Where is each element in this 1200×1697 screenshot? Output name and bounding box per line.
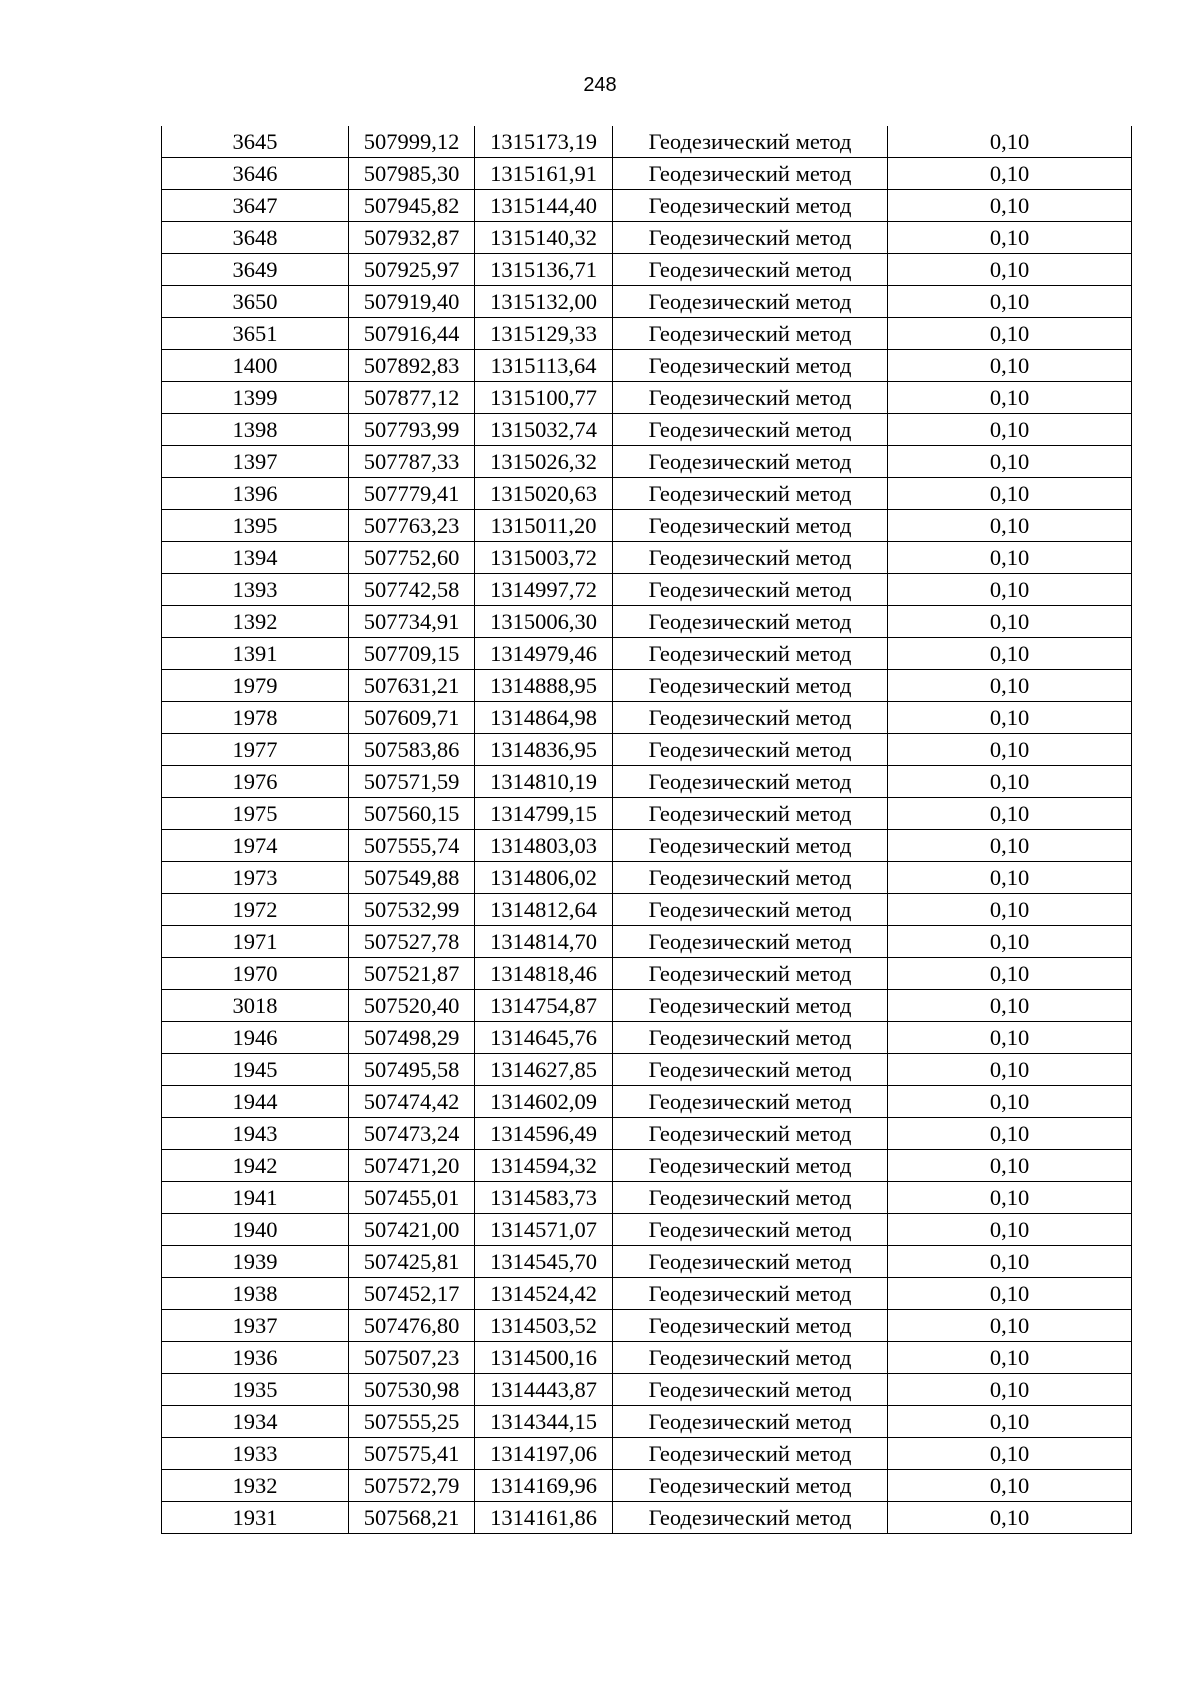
x-coordinate-cell: 507985,30 (349, 158, 475, 190)
accuracy-cell: 0,10 (888, 1438, 1132, 1470)
method-cell: Геодезический метод (613, 350, 888, 382)
method-cell: Геодезический метод (613, 542, 888, 574)
point-number-cell: 1942 (162, 1150, 349, 1182)
x-coordinate-cell: 507549,88 (349, 862, 475, 894)
table-row (162, 1214, 1132, 1246)
point-number-cell: 1973 (162, 862, 349, 894)
y-coordinate-cell: 1314812,64 (475, 894, 613, 926)
y-coordinate-cell: 1314818,46 (475, 958, 613, 990)
accuracy-cell: 0,10 (888, 638, 1132, 670)
method-cell: Геодезический метод (613, 478, 888, 510)
point-number-cell: 1394 (162, 542, 349, 574)
y-coordinate-cell: 1314594,32 (475, 1150, 613, 1182)
point-number-cell: 1941 (162, 1182, 349, 1214)
accuracy-cell: 0,10 (888, 670, 1132, 702)
x-coordinate-cell: 507787,33 (349, 446, 475, 478)
table-row (162, 190, 1132, 222)
accuracy-cell: 0,10 (888, 350, 1132, 382)
y-coordinate-cell: 1314864,98 (475, 702, 613, 734)
x-coordinate-cell: 507425,81 (349, 1246, 475, 1278)
accuracy-cell: 0,10 (888, 894, 1132, 926)
table-row (162, 158, 1132, 190)
method-cell: Геодезический метод (613, 894, 888, 926)
point-number-cell: 1938 (162, 1278, 349, 1310)
table-row (162, 1278, 1132, 1310)
point-number-cell: 1391 (162, 638, 349, 670)
method-cell: Геодезический метод (613, 1022, 888, 1054)
y-coordinate-cell: 1314443,87 (475, 1374, 613, 1406)
y-coordinate-cell: 1315140,32 (475, 222, 613, 254)
y-coordinate-cell: 1314602,09 (475, 1086, 613, 1118)
accuracy-cell: 0,10 (888, 1374, 1132, 1406)
y-coordinate-cell: 1314810,19 (475, 766, 613, 798)
accuracy-cell: 0,10 (888, 606, 1132, 638)
table-row (162, 1182, 1132, 1214)
y-coordinate-cell: 1314799,15 (475, 798, 613, 830)
x-coordinate-cell: 507498,29 (349, 1022, 475, 1054)
method-cell: Геодезический метод (613, 1118, 888, 1150)
method-cell: Геодезический метод (613, 670, 888, 702)
method-cell: Геодезический метод (613, 606, 888, 638)
table-row (162, 542, 1132, 574)
method-cell: Геодезический метод (613, 190, 888, 222)
x-coordinate-cell: 507571,59 (349, 766, 475, 798)
accuracy-cell: 0,10 (888, 414, 1132, 446)
accuracy-cell: 0,10 (888, 382, 1132, 414)
table-row (162, 926, 1132, 958)
point-number-cell: 1939 (162, 1246, 349, 1278)
table-row (162, 734, 1132, 766)
x-coordinate-cell: 507631,21 (349, 670, 475, 702)
method-cell: Геодезический метод (613, 990, 888, 1022)
point-number-cell: 1933 (162, 1438, 349, 1470)
table-row (162, 1310, 1132, 1342)
x-coordinate-cell: 507452,17 (349, 1278, 475, 1310)
x-coordinate-cell: 507734,91 (349, 606, 475, 638)
x-coordinate-cell: 507945,82 (349, 190, 475, 222)
x-coordinate-cell: 507999,12 (349, 126, 475, 158)
point-number-cell: 1970 (162, 958, 349, 990)
table-row (162, 478, 1132, 510)
point-number-cell: 3645 (162, 126, 349, 158)
point-number-cell: 1944 (162, 1086, 349, 1118)
x-coordinate-cell: 507742,58 (349, 574, 475, 606)
x-coordinate-cell: 507532,99 (349, 894, 475, 926)
accuracy-cell: 0,10 (888, 158, 1132, 190)
y-coordinate-cell: 1315006,30 (475, 606, 613, 638)
table-row (162, 1342, 1132, 1374)
y-coordinate-cell: 1314545,70 (475, 1246, 613, 1278)
x-coordinate-cell: 507568,21 (349, 1502, 475, 1534)
accuracy-cell: 0,10 (888, 1342, 1132, 1374)
accuracy-cell: 0,10 (888, 1054, 1132, 1086)
x-coordinate-cell: 507560,15 (349, 798, 475, 830)
method-cell: Геодезический метод (613, 382, 888, 414)
table-row (162, 350, 1132, 382)
y-coordinate-cell: 1314645,76 (475, 1022, 613, 1054)
accuracy-cell: 0,10 (888, 1022, 1132, 1054)
method-cell: Геодезический метод (613, 222, 888, 254)
point-number-cell: 1978 (162, 702, 349, 734)
point-number-cell: 1393 (162, 574, 349, 606)
y-coordinate-cell: 1315100,77 (475, 382, 613, 414)
table-row (162, 286, 1132, 318)
coordinates-table (161, 126, 1132, 1534)
table-row (162, 1150, 1132, 1182)
x-coordinate-cell: 507471,20 (349, 1150, 475, 1182)
point-number-cell: 1940 (162, 1214, 349, 1246)
y-coordinate-cell: 1314524,42 (475, 1278, 613, 1310)
accuracy-cell: 0,10 (888, 1406, 1132, 1438)
accuracy-cell: 0,10 (888, 446, 1132, 478)
point-number-cell: 1396 (162, 478, 349, 510)
method-cell: Геодезический метод (613, 926, 888, 958)
point-number-cell: 1392 (162, 606, 349, 638)
point-number-cell: 1945 (162, 1054, 349, 1086)
method-cell: Геодезический метод (613, 1502, 888, 1534)
method-cell: Геодезический метод (613, 1182, 888, 1214)
method-cell: Геодезический метод (613, 862, 888, 894)
accuracy-cell: 0,10 (888, 1118, 1132, 1150)
table-row (162, 574, 1132, 606)
x-coordinate-cell: 507916,44 (349, 318, 475, 350)
accuracy-cell: 0,10 (888, 734, 1132, 766)
method-cell: Геодезический метод (613, 574, 888, 606)
x-coordinate-cell: 507779,41 (349, 478, 475, 510)
point-number-cell: 1975 (162, 798, 349, 830)
table-row (162, 1054, 1132, 1086)
y-coordinate-cell: 1315011,20 (475, 510, 613, 542)
accuracy-cell: 0,10 (888, 766, 1132, 798)
accuracy-cell: 0,10 (888, 1502, 1132, 1534)
point-number-cell: 1397 (162, 446, 349, 478)
method-cell: Геодезический метод (613, 414, 888, 446)
table-row (162, 126, 1132, 158)
y-coordinate-cell: 1314161,86 (475, 1502, 613, 1534)
method-cell: Геодезический метод (613, 1374, 888, 1406)
point-number-cell: 1400 (162, 350, 349, 382)
method-cell: Геодезический метод (613, 734, 888, 766)
y-coordinate-cell: 1315113,64 (475, 350, 613, 382)
x-coordinate-cell: 507473,24 (349, 1118, 475, 1150)
point-number-cell: 3651 (162, 318, 349, 350)
x-coordinate-cell: 507555,25 (349, 1406, 475, 1438)
method-cell: Геодезический метод (613, 702, 888, 734)
y-coordinate-cell: 1315129,33 (475, 318, 613, 350)
y-coordinate-cell: 1314803,03 (475, 830, 613, 862)
method-cell: Геодезический метод (613, 1054, 888, 1086)
x-coordinate-cell: 507752,60 (349, 542, 475, 574)
table-row (162, 318, 1132, 350)
method-cell: Геодезический метод (613, 1086, 888, 1118)
method-cell: Геодезический метод (613, 958, 888, 990)
x-coordinate-cell: 507555,74 (349, 830, 475, 862)
method-cell: Геодезический метод (613, 286, 888, 318)
y-coordinate-cell: 1314500,16 (475, 1342, 613, 1374)
accuracy-cell: 0,10 (888, 286, 1132, 318)
y-coordinate-cell: 1314997,72 (475, 574, 613, 606)
method-cell: Геодезический метод (613, 158, 888, 190)
accuracy-cell: 0,10 (888, 1214, 1132, 1246)
point-number-cell: 1935 (162, 1374, 349, 1406)
method-cell: Геодезический метод (613, 1150, 888, 1182)
method-cell: Геодезический метод (613, 510, 888, 542)
point-number-cell: 1399 (162, 382, 349, 414)
accuracy-cell: 0,10 (888, 1278, 1132, 1310)
table-row (162, 990, 1132, 1022)
y-coordinate-cell: 1314979,46 (475, 638, 613, 670)
table-row (162, 766, 1132, 798)
table-row (162, 1406, 1132, 1438)
x-coordinate-cell: 507527,78 (349, 926, 475, 958)
accuracy-cell: 0,10 (888, 1086, 1132, 1118)
table-row (162, 1374, 1132, 1406)
accuracy-cell: 0,10 (888, 958, 1132, 990)
accuracy-cell: 0,10 (888, 926, 1132, 958)
accuracy-cell: 0,10 (888, 190, 1132, 222)
table-row (162, 510, 1132, 542)
y-coordinate-cell: 1315003,72 (475, 542, 613, 574)
y-coordinate-cell: 1314806,02 (475, 862, 613, 894)
x-coordinate-cell: 507521,87 (349, 958, 475, 990)
method-cell: Геодезический метод (613, 766, 888, 798)
method-cell: Геодезический метод (613, 318, 888, 350)
method-cell: Геодезический метод (613, 1214, 888, 1246)
method-cell: Геодезический метод (613, 798, 888, 830)
point-number-cell: 3650 (162, 286, 349, 318)
x-coordinate-cell: 507793,99 (349, 414, 475, 446)
method-cell: Геодезический метод (613, 126, 888, 158)
method-cell: Геодезический метод (613, 446, 888, 478)
table-row (162, 862, 1132, 894)
x-coordinate-cell: 507919,40 (349, 286, 475, 318)
x-coordinate-cell: 507932,87 (349, 222, 475, 254)
y-coordinate-cell: 1314583,73 (475, 1182, 613, 1214)
table-row (162, 670, 1132, 702)
method-cell: Геодезический метод (613, 1278, 888, 1310)
table-row (162, 702, 1132, 734)
table-row (162, 958, 1132, 990)
point-number-cell: 1937 (162, 1310, 349, 1342)
table-row (162, 446, 1132, 478)
y-coordinate-cell: 1314627,85 (475, 1054, 613, 1086)
point-number-cell: 3647 (162, 190, 349, 222)
x-coordinate-cell: 507877,12 (349, 382, 475, 414)
y-coordinate-cell: 1314836,95 (475, 734, 613, 766)
x-coordinate-cell: 507575,41 (349, 1438, 475, 1470)
accuracy-cell: 0,10 (888, 830, 1132, 862)
method-cell: Геодезический метод (613, 1470, 888, 1502)
table-row (162, 1470, 1132, 1502)
x-coordinate-cell: 507572,79 (349, 1470, 475, 1502)
x-coordinate-cell: 507892,83 (349, 350, 475, 382)
y-coordinate-cell: 1315032,74 (475, 414, 613, 446)
accuracy-cell: 0,10 (888, 254, 1132, 286)
point-number-cell: 1395 (162, 510, 349, 542)
table-row (162, 382, 1132, 414)
x-coordinate-cell: 507495,58 (349, 1054, 475, 1086)
y-coordinate-cell: 1315144,40 (475, 190, 613, 222)
point-number-cell: 1943 (162, 1118, 349, 1150)
y-coordinate-cell: 1314169,96 (475, 1470, 613, 1502)
y-coordinate-cell: 1314814,70 (475, 926, 613, 958)
point-number-cell: 3646 (162, 158, 349, 190)
table-row (162, 1246, 1132, 1278)
table-row (162, 414, 1132, 446)
x-coordinate-cell: 507455,01 (349, 1182, 475, 1214)
point-number-cell: 3648 (162, 222, 349, 254)
method-cell: Геодезический метод (613, 1246, 888, 1278)
method-cell: Геодезический метод (613, 830, 888, 862)
method-cell: Геодезический метод (613, 1310, 888, 1342)
x-coordinate-cell: 507709,15 (349, 638, 475, 670)
point-number-cell: 1932 (162, 1470, 349, 1502)
x-coordinate-cell: 507474,42 (349, 1086, 475, 1118)
y-coordinate-cell: 1315161,91 (475, 158, 613, 190)
y-coordinate-cell: 1314596,49 (475, 1118, 613, 1150)
point-number-cell: 1936 (162, 1342, 349, 1374)
y-coordinate-cell: 1315020,63 (475, 478, 613, 510)
point-number-cell: 3649 (162, 254, 349, 286)
y-coordinate-cell: 1314754,87 (475, 990, 613, 1022)
y-coordinate-cell: 1315026,32 (475, 446, 613, 478)
x-coordinate-cell: 507476,80 (349, 1310, 475, 1342)
x-coordinate-cell: 507763,23 (349, 510, 475, 542)
coordinates-table-body (162, 126, 1132, 1534)
method-cell: Геодезический метод (613, 1438, 888, 1470)
page-number: 248 (583, 74, 617, 96)
accuracy-cell: 0,10 (888, 510, 1132, 542)
accuracy-cell: 0,10 (888, 1246, 1132, 1278)
y-coordinate-cell: 1315173,19 (475, 126, 613, 158)
accuracy-cell: 0,10 (888, 574, 1132, 606)
table-row (162, 1438, 1132, 1470)
y-coordinate-cell: 1314503,52 (475, 1310, 613, 1342)
accuracy-cell: 0,10 (888, 126, 1132, 158)
x-coordinate-cell: 507507,23 (349, 1342, 475, 1374)
table-row (162, 606, 1132, 638)
x-coordinate-cell: 507925,97 (349, 254, 475, 286)
table-row (162, 798, 1132, 830)
point-number-cell: 1976 (162, 766, 349, 798)
y-coordinate-cell: 1314344,15 (475, 1406, 613, 1438)
y-coordinate-cell: 1315132,00 (475, 286, 613, 318)
accuracy-cell: 0,10 (888, 862, 1132, 894)
accuracy-cell: 0,10 (888, 1470, 1132, 1502)
table-row (162, 1022, 1132, 1054)
point-number-cell: 1946 (162, 1022, 349, 1054)
x-coordinate-cell: 507609,71 (349, 702, 475, 734)
point-number-cell: 1971 (162, 926, 349, 958)
table-row (162, 1086, 1132, 1118)
table-row (162, 830, 1132, 862)
y-coordinate-cell: 1314888,95 (475, 670, 613, 702)
x-coordinate-cell: 507530,98 (349, 1374, 475, 1406)
y-coordinate-cell: 1314571,07 (475, 1214, 613, 1246)
accuracy-cell: 0,10 (888, 1182, 1132, 1214)
point-number-cell: 1974 (162, 830, 349, 862)
accuracy-cell: 0,10 (888, 702, 1132, 734)
accuracy-cell: 0,10 (888, 222, 1132, 254)
method-cell: Геодезический метод (613, 254, 888, 286)
table-row (162, 1118, 1132, 1150)
x-coordinate-cell: 507421,00 (349, 1214, 475, 1246)
table-row (162, 254, 1132, 286)
point-number-cell: 1931 (162, 1502, 349, 1534)
point-number-cell: 1934 (162, 1406, 349, 1438)
point-number-cell: 1972 (162, 894, 349, 926)
table-row (162, 1502, 1132, 1534)
table-row (162, 222, 1132, 254)
point-number-cell: 1977 (162, 734, 349, 766)
point-number-cell: 1398 (162, 414, 349, 446)
method-cell: Геодезический метод (613, 1406, 888, 1438)
table-row (162, 894, 1132, 926)
x-coordinate-cell: 507520,40 (349, 990, 475, 1022)
y-coordinate-cell: 1315136,71 (475, 254, 613, 286)
point-number-cell: 1979 (162, 670, 349, 702)
accuracy-cell: 0,10 (888, 1310, 1132, 1342)
accuracy-cell: 0,10 (888, 990, 1132, 1022)
y-coordinate-cell: 1314197,06 (475, 1438, 613, 1470)
method-cell: Геодезический метод (613, 638, 888, 670)
accuracy-cell: 0,10 (888, 1150, 1132, 1182)
point-number-cell: 3018 (162, 990, 349, 1022)
accuracy-cell: 0,10 (888, 318, 1132, 350)
table-row (162, 638, 1132, 670)
accuracy-cell: 0,10 (888, 542, 1132, 574)
x-coordinate-cell: 507583,86 (349, 734, 475, 766)
accuracy-cell: 0,10 (888, 478, 1132, 510)
method-cell: Геодезический метод (613, 1342, 888, 1374)
accuracy-cell: 0,10 (888, 798, 1132, 830)
